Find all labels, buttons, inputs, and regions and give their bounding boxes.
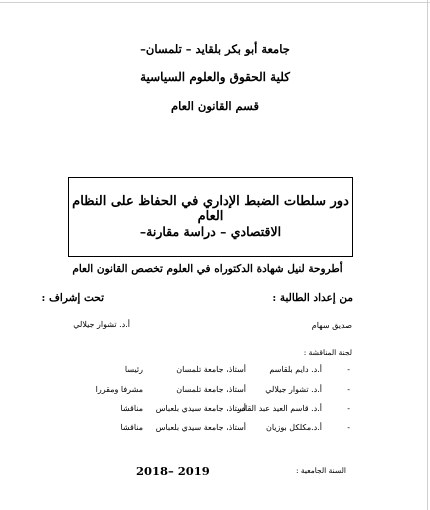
supervisor-name: أ.د. تشوار جيلالي (73, 320, 130, 329)
supervisor-label: تحت إشراف : (41, 292, 104, 304)
member-rank: أستاذ، جامعة تلمسان (176, 365, 246, 374)
member-role: رئيسا (124, 365, 143, 374)
bullet-dash: - (347, 423, 350, 432)
bullet-dash: - (347, 365, 350, 374)
member-role: مناقشا (120, 423, 143, 432)
member-role: مشرفا ومقررا (95, 385, 143, 394)
member-name: أ.د. قاسم العيد عبد القادر (237, 404, 322, 413)
member-rank: أستاذ، جامعة سيدي بلعباس (155, 404, 246, 413)
academic-year-label: السنة الجامعية : (295, 466, 346, 475)
member-role: مناقشا (120, 404, 143, 413)
bullet-dash: - (347, 385, 350, 394)
committee-member-row (0, 385, 430, 397)
thesis-statement: أطروحة لنيل شهادة الدكتوراه في العلوم تخصص القانون العام (72, 263, 343, 275)
committee-member-row (0, 365, 430, 377)
committee-label: لجنة المناقشة : (303, 348, 352, 357)
academic-year-value: 2018– 2019 (136, 464, 210, 478)
student-label: من إعداد الطالبة : (272, 292, 353, 304)
student-name: صديق سهام (311, 321, 352, 330)
member-rank: أستاذ، جامعة سيدي بلعباس (155, 423, 246, 432)
university-name: جامعة أبو بكر بلقايد – تلمسان– (140, 42, 290, 56)
member-rank: أستاذ، جامعة تلمسان (176, 385, 246, 394)
committee-member-row (0, 423, 430, 435)
member-name: أ.د. دايم بلقاسم (269, 365, 322, 374)
department-name: قسم القانون العام (171, 99, 259, 113)
member-name: أ.د.مكلكل بوزيان (265, 423, 322, 432)
faculty-name: كلية الحقوق والعلوم السياسية (140, 70, 290, 84)
thesis-title-box (68, 177, 353, 257)
thesis-title-line2: الاقتصادي – دراسة مقارنة– (139, 224, 282, 239)
page-top-edge (0, 2, 430, 3)
committee-member-row (0, 404, 430, 416)
bullet-dash: - (347, 404, 350, 413)
thesis-title-line1: دور سلطات الضبط الإداري في الحفاظ على النظام العام (72, 194, 349, 224)
member-name: أ.د. تشوار جيلالي (265, 385, 322, 394)
